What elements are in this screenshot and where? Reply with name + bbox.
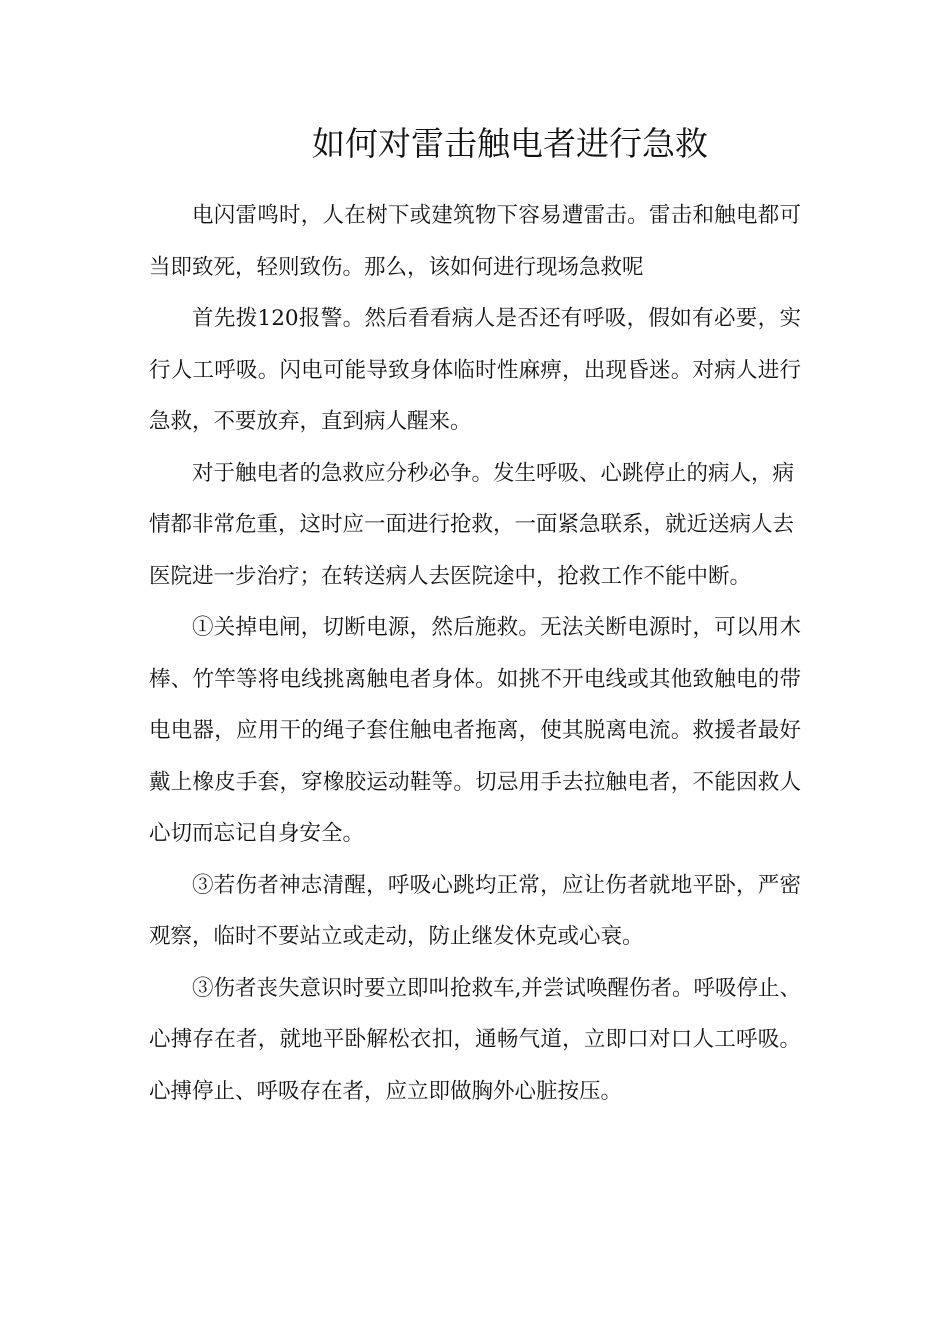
paragraph-step-conscious: ③若伤者神志清醒，呼吸心跳均正常，应让伤者就地平卧，严密观察，临时不要站立或走动，防止继发休克或心衰。 xyxy=(149,872,801,949)
document-body xyxy=(149,190,801,1117)
document-title: 如何对雷击触电者进行急救 xyxy=(312,124,708,163)
paragraph-intro: 电闪雷鸣时，人在树下或建筑物下容易遭雷击。雷击和触电都可当即致死，轻则致伤。那么，该如何进行现场急救呢 xyxy=(149,203,801,280)
paragraph-step-cut-power: ①关掉电闸，切断电源，然后施救。无法关断电源时，可以用木棒、竹竿等将电线挑离触电者身体。如挑不开电线或其他致触电的带电电器，应用干的绳子套住触电者拖离，使其脱离电流。救援者最好戴上橡皮手套，穿橡胶运动鞋等。切忌用手去拉触电者，不能因救人心切而忘记自身安全。 xyxy=(149,615,801,846)
paragraph-call-120: 首先拨120报警。然后看看病人是否还有呼吸，假如有必要，实行人工呼吸。闪电可能导致身体临时性麻痹，出现昏迷。对病人进行急救，不要放弃，直到病人醒来。 xyxy=(149,306,801,434)
paragraph-urgency: 对于触电者的急救应分秒必争。发生呼吸、心跳停止的病人，病情都非常危重，这时应一面进行抢救，一面紧急联系，就近送病人去医院进一步治疗；在转送病人去医院途中，抢救工作不能中断。 xyxy=(149,460,795,589)
paragraph-step-unconscious: ③伤者丧失意识时要立即叫抢救车,并尝试唤醒伤者。呼吸停止、心搏存在者，就地平卧解松衣扣，通畅气道，立即口对口人工呼吸。心搏停止、呼吸存在者，应立即做胸外心脏按压。 xyxy=(149,975,801,1104)
